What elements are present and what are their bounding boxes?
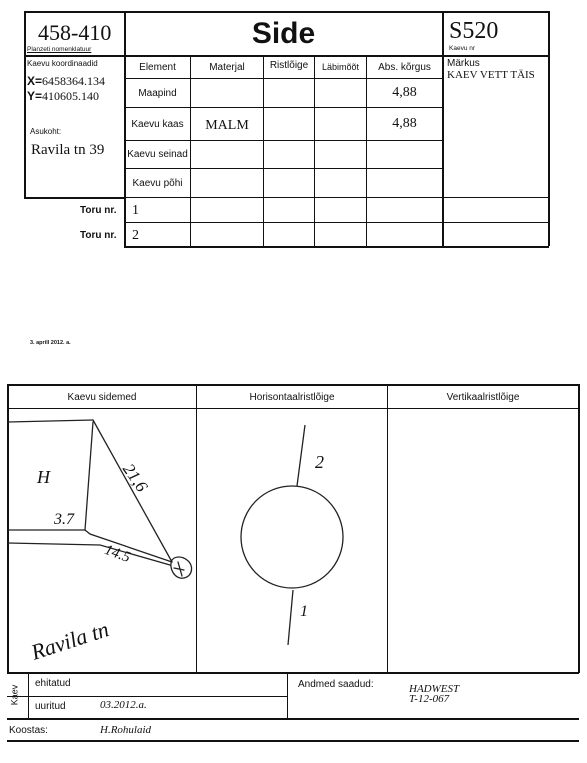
row-abs-kaevu-kaas: 4,88 xyxy=(392,116,417,131)
sketch-header-connections: Kaevu sidemed xyxy=(67,391,137,403)
col-header-cross-section: Ristlõige xyxy=(269,59,309,71)
surveyed-label: uuritud xyxy=(35,701,66,712)
col-header-abs-height: Abs. kõrgus xyxy=(378,61,431,73)
sketch-header-vertical: Vertikaalristlõige xyxy=(446,391,520,403)
pipe-label-2: Toru nr. xyxy=(80,230,117,241)
remarks-label: Märkus xyxy=(447,58,480,69)
pipe-1-line xyxy=(288,590,293,645)
author-label: Koostas: xyxy=(9,725,48,736)
nomenclature-code: 458-410 xyxy=(38,20,112,45)
pipe-number-1: 1 xyxy=(132,203,139,218)
data-received-label: Andmed saadud: xyxy=(298,679,374,690)
footer-side-label: Kaev xyxy=(9,684,20,706)
nomenclature-caption: Planzeti nomenklatuur xyxy=(27,46,92,53)
col-header-diameter: Läbimõõt xyxy=(321,62,360,72)
pipe-2-line xyxy=(297,425,305,486)
pipe-note-1: 1 xyxy=(300,603,308,620)
well-number-caption: Kaevu nr xyxy=(449,45,476,52)
location-label: Asukoht: xyxy=(30,127,62,136)
data-received-value-2: T-12-067 xyxy=(409,693,450,705)
sketch-header-horizontal: Horisontaalristlõige xyxy=(249,391,335,403)
well-number: S520 xyxy=(449,18,499,44)
pipe-note-2: 2 xyxy=(315,452,324,472)
well-circle xyxy=(241,486,343,588)
built-label: ehitatud xyxy=(35,678,71,689)
note-ravila-tn: Ravila tn xyxy=(27,616,112,665)
data-received-value-1: HADWEST xyxy=(409,683,460,695)
pipe-label-1: Toru nr. xyxy=(80,205,117,216)
note-21-6: 21,6 xyxy=(118,460,152,496)
row-element-kaevu-kaas: Kaevu kaas xyxy=(131,118,184,130)
note-3-7: 3.7 xyxy=(54,511,74,528)
col-header-material: Materjal xyxy=(209,61,245,73)
col-header-element: Element xyxy=(139,61,176,73)
page-title: Side xyxy=(251,16,316,50)
row-material-kaevu-kaas: MALM xyxy=(205,118,249,133)
author-value: H.Rohulaid xyxy=(100,724,152,736)
coordinate-y-value: 410605.140 xyxy=(42,89,100,103)
coordinate-y-prefix: Y= xyxy=(27,89,43,103)
coordinates-label: Kaevu koordinaadid xyxy=(27,59,98,68)
row-element-maapind: Maapind xyxy=(138,87,177,99)
remarks-value: KAEV VETT TÄIS xyxy=(447,69,535,81)
row-element-kaevu-seinad: Kaevu seinad xyxy=(127,149,188,160)
row-abs-maapind: 4,88 xyxy=(392,85,417,100)
pipe-number-2: 2 xyxy=(132,228,139,243)
date-text: 3. aprill 2012. a. xyxy=(30,340,71,346)
coordinate-x-prefix: X= xyxy=(27,74,43,88)
row-element-kaevu-pohi: Kaevu põhi xyxy=(132,177,183,189)
coordinate-x-value: 6458364.134 xyxy=(42,74,106,88)
note-14-5: 14.5 xyxy=(102,542,133,567)
location-value: Ravila tn 39 xyxy=(31,142,105,158)
note-h: H xyxy=(37,467,50,487)
surveyed-value: 03.2012.a. xyxy=(100,699,147,711)
